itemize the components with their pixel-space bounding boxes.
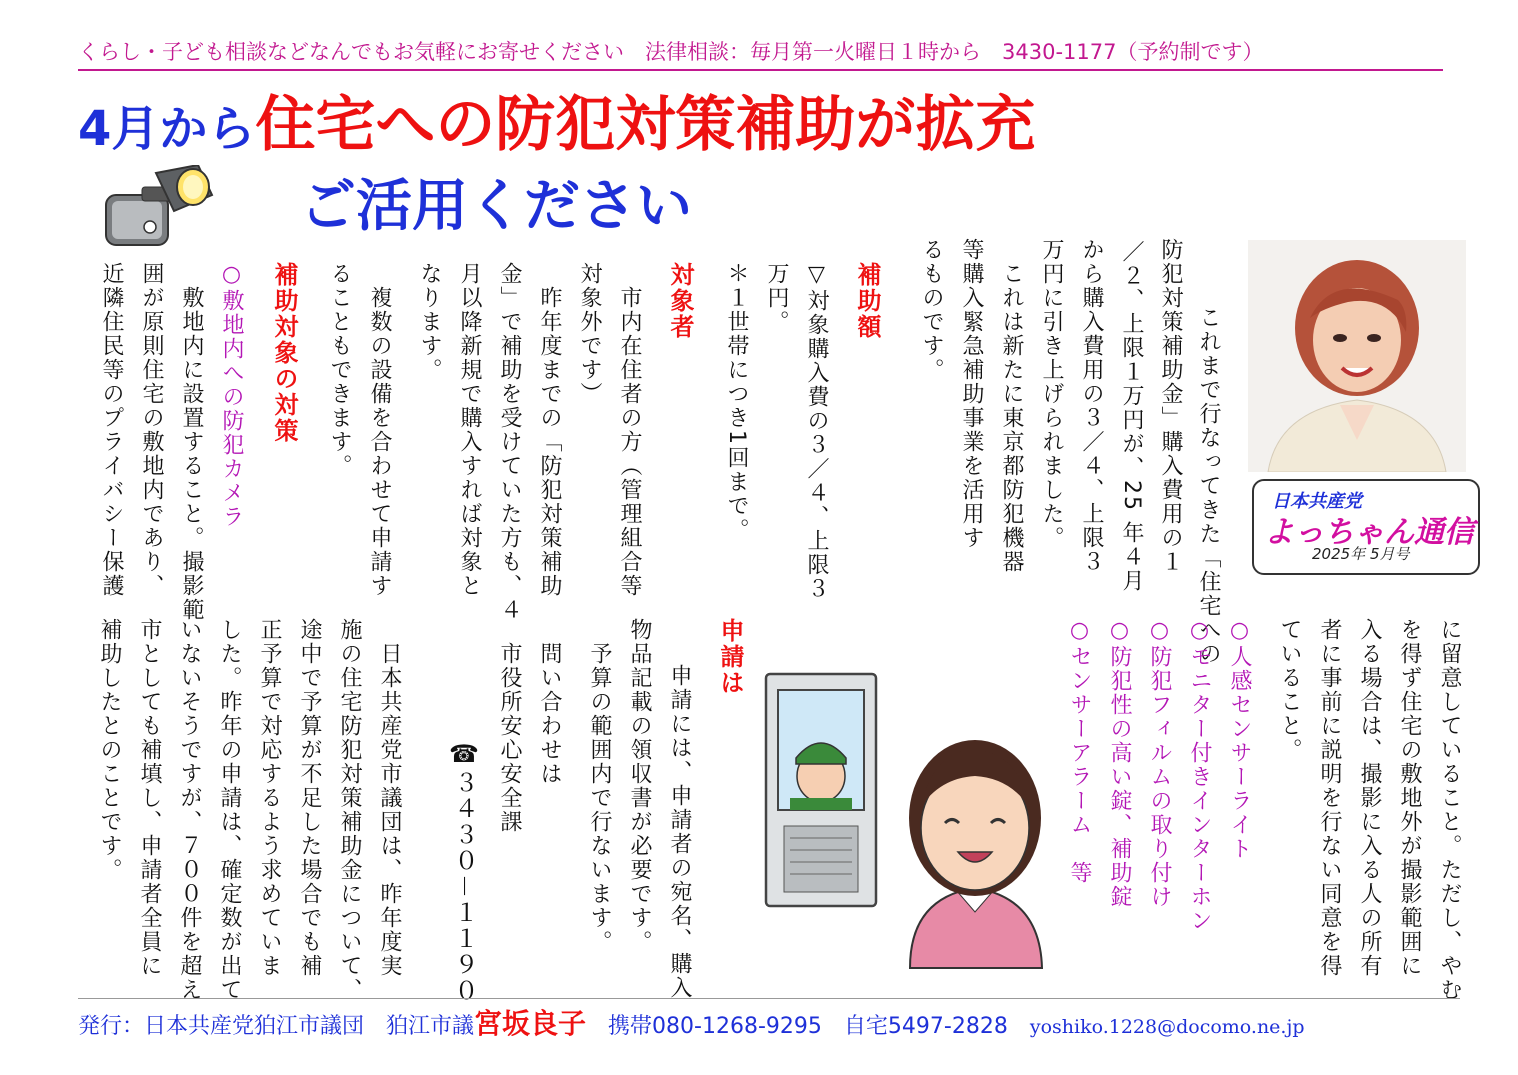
title-main: 住宅への防犯対策補助が拡充 — [255, 90, 1036, 160]
body-column: 市役所安心安全課 — [497, 618, 522, 834]
eligible-item-intercom: ○モニター付きインターホン — [1187, 618, 1212, 933]
newsletter-party: 日本共産党 — [1272, 491, 1362, 512]
body-column: 途中で予算が不足した場合でも補 — [297, 618, 322, 978]
body-column: 者に事前に説明を行ない同意を得 — [1317, 618, 1342, 978]
body-column: ／２、上限１万円が、25 年４月 — [1119, 240, 1144, 593]
body-column: を得ず住宅の敷地外が撮影範囲に — [1397, 618, 1422, 978]
page-title — [78, 92, 1035, 173]
page-subtitle: ご活用ください — [300, 174, 692, 239]
body-column: 万円に引き上げられました。 — [1039, 238, 1064, 550]
body-column: 敷地内に設置すること。撮影範 — [179, 262, 204, 622]
title-prefix: 4月から — [78, 101, 256, 157]
body-column: 万円。 — [764, 262, 789, 334]
footer-mobile: 携帯080-1268-9295 — [608, 1014, 822, 1039]
councilor-photo — [1248, 240, 1466, 472]
section-heading-application: 申請は — [716, 618, 744, 696]
body-column: ることもできます。 — [327, 262, 352, 478]
body-column: 日本共産党市議団は、昨年度実 — [377, 618, 402, 978]
body-column: 市としても補填し、申請者全員に — [137, 618, 162, 978]
contact-phone: ☎３４３０－１１９０ — [450, 740, 478, 1004]
body-column: 予算の範囲内で行ないます。 — [587, 618, 612, 954]
newsletter-issue: 2025年 5月号 — [1312, 545, 1410, 563]
newsletter-name: よっちゃん通信 — [1264, 515, 1474, 550]
intercom-illustration — [760, 668, 1072, 978]
body-column: 防犯対策補助金」購入費用の１ — [1158, 238, 1183, 574]
body-column: 正予算で対応するよう求めていま — [257, 618, 282, 978]
eligible-item-camera: ○敷地内への防犯カメラ — [219, 262, 244, 529]
body-column: 補助したとのことです。 — [97, 618, 122, 882]
footer-councilor-name: 宮坂良子 — [474, 1007, 587, 1040]
body-column: いないそうですが、７００件を超え — [177, 618, 202, 1002]
body-column: 複数の設備を合わせて申請す — [367, 262, 392, 598]
newsletter-badge — [1252, 479, 1480, 575]
body-column: 等購入緊急補助事業を活用す — [959, 238, 984, 550]
body-column: 申請には、申請者の宛名、購入 — [667, 640, 692, 1000]
body-column: 対象外です） — [577, 262, 602, 406]
section-heading-eligible-measures: 補助対象の対策 — [270, 262, 298, 444]
body-column: に留意していること。ただし、やむ — [1437, 618, 1462, 1002]
eligible-item-sensor-light: ○人感センサーライト — [1227, 618, 1252, 861]
body-column: 月以降新規で購入すれば対象と — [457, 262, 482, 598]
footer-divider — [78, 998, 1460, 999]
security-light-illustration — [102, 165, 217, 255]
body-column: ていること。 — [1277, 618, 1302, 762]
eligible-item-alarm: ○センサーアラーム 等 — [1067, 618, 1092, 885]
footer — [78, 1008, 1305, 1043]
footer-home-phone: 自宅5497-2828 — [843, 1014, 1008, 1039]
footer-email: yoshiko.1228@docomo.ne.jp — [1029, 1016, 1305, 1038]
eligible-item-locks: ○防犯性の高い錠、補助錠 — [1107, 618, 1132, 909]
body-column: るものです。 — [919, 238, 944, 382]
section-heading-subsidy-amount: 補助額 — [853, 262, 881, 340]
body-column: した。昨年の申請は、確定数が出て — [217, 618, 242, 1002]
consultation-notice: くらし・子ども相談などなんでもお気軽にお寄せください 法律相談：毎月第一火曜日１時から 3430-1177（予約制です） — [78, 38, 1443, 71]
body-column: から購入費用の３／４、上限３ — [1079, 238, 1104, 574]
body-column: 施の住宅防犯対策補助金について、 — [337, 618, 362, 1002]
body-column: 問い合わせは — [537, 618, 562, 786]
eligible-item-film: ○防犯フィルムの取り付け — [1147, 618, 1172, 909]
body-column: これまで行なってきた「住宅への — [1196, 282, 1221, 666]
body-column: なります。 — [417, 262, 442, 382]
body-column: 金」で補助を受けていた方も、４ — [497, 262, 522, 622]
footer-publisher: 発行：日本共産党狛江市議団 狛江市議 — [78, 1014, 475, 1039]
body-column: ▽対象購入費の３／４、上限３ — [804, 262, 829, 601]
body-column: これは新たに東京都防犯機器 — [999, 238, 1024, 574]
section-heading-eligibility: 対象者 — [666, 262, 694, 340]
body-column: 市内在住者の方（管理組合等 — [617, 262, 642, 598]
body-column: 囲が原則住宅の敷地内であり、 — [139, 262, 164, 598]
body-column: 近隣住民等のプライバシー保護 — [99, 262, 124, 598]
body-column: 物品記載の領収書が必要です。 — [627, 618, 652, 954]
body-column: ＊１世帯につき1回まで。 — [724, 262, 749, 542]
body-column: 昨年度までの「防犯対策補助 — [537, 262, 562, 598]
body-column: 入る場合は、撮影に入る人の所有 — [1357, 618, 1382, 978]
